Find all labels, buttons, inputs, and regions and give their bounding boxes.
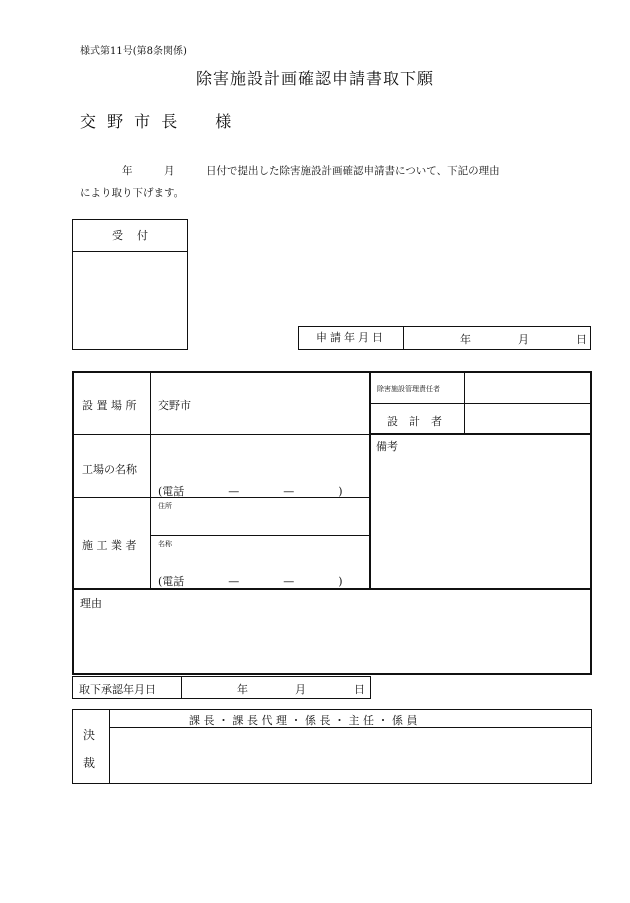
- name-label: 名称: [158, 540, 172, 548]
- reason-label: 理由: [80, 597, 102, 610]
- contractor-label: 施 工 業 者: [82, 539, 137, 552]
- factory-phone[interactable]: (電話 — — ): [158, 485, 343, 498]
- location-label: 設 置 場 所: [82, 399, 137, 412]
- contractor-phone[interactable]: (電話 — — ): [158, 575, 343, 588]
- decision-table: [72, 709, 592, 784]
- designer-label: 設 計 者: [387, 415, 442, 428]
- body-line-1: 年 月 日付で提出した除害施設計画確認申請書について、下記の理由: [80, 165, 500, 177]
- remarks-label: 備考: [376, 440, 398, 453]
- location-value[interactable]: 交野市: [158, 399, 191, 412]
- addressee: 交 野 市 長 様: [80, 112, 234, 131]
- application-date-row: [298, 326, 591, 350]
- reception-label: 受付: [73, 220, 187, 252]
- manager-label: 除害施設管理責任者: [377, 385, 440, 393]
- withdraw-month-unit: 月: [295, 683, 306, 696]
- application-year-unit: 年: [460, 333, 471, 346]
- decision-label-2: 裁: [83, 756, 96, 770]
- decision-label-1: 決: [83, 728, 96, 742]
- application-month-unit: 月: [518, 333, 529, 346]
- withdraw-day-unit: 日: [354, 683, 365, 696]
- withdraw-approval-row: [72, 676, 371, 699]
- application-date-label: 申請年月日: [299, 327, 404, 349]
- application-day-unit: 日: [576, 333, 587, 346]
- withdraw-approval-label: 取下承認年月日: [79, 683, 156, 696]
- decision-roles: 課 長 ・ 課 長 代 理 ・ 係 長 ・ 主 任 ・ 係 員: [189, 714, 418, 727]
- form-number: 様式第11号(第8条関係): [80, 46, 187, 57]
- main-table: [72, 371, 592, 675]
- address-label: 住所: [158, 502, 172, 510]
- page-title: 除害施設計画確認申請書取下願: [195, 69, 434, 88]
- body-line-2: により取り下げます。: [80, 187, 185, 199]
- body-text: [80, 160, 560, 204]
- reception-box: [72, 219, 188, 350]
- factory-name-label: 工場の名称: [82, 463, 137, 476]
- application-date-field[interactable]: [404, 327, 590, 349]
- withdraw-year-unit: 年: [237, 683, 248, 696]
